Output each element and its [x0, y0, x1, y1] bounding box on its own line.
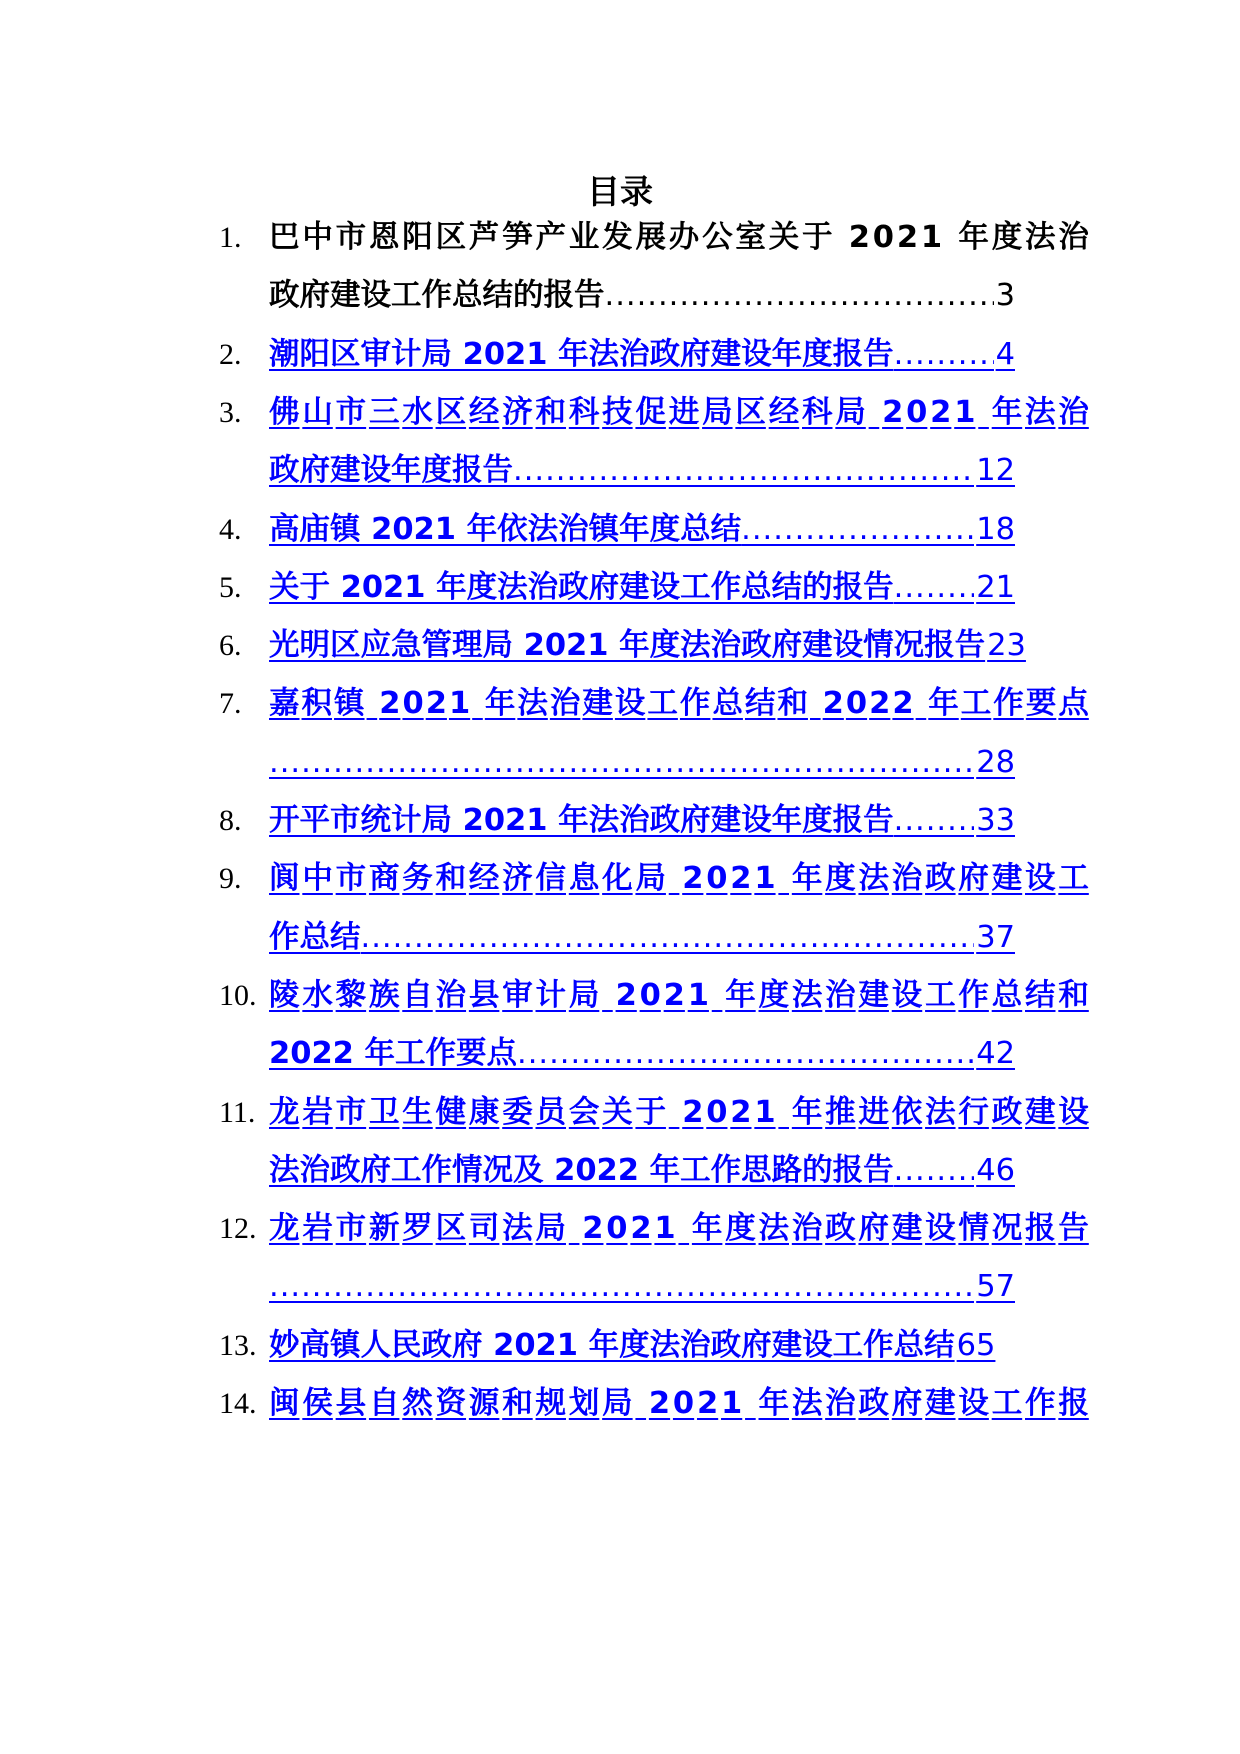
toc-entry-link[interactable]: 闽 侯 县 自 然 资 源 和 规 划 局 2 0 2 1 年 法 治 政 府 建 设 工 作 报 — [269, 1386, 1089, 1421]
dot-leader — [894, 801, 975, 841]
toc-entry-link[interactable] — [269, 918, 1015, 958]
toc-entry-number: 12. — [219, 1212, 257, 1246]
toc-page-number: 3 — [995, 278, 1015, 314]
dot-leader — [269, 1267, 974, 1307]
toc-entry-title: 妙高镇人民政府 2021 年度法治政府建设工作总结 — [269, 1327, 955, 1363]
toc-entry-link[interactable]: 嘉 积 镇 2 0 2 1 年 法 治 建 设 工 作 总 结 和 2 0 2 2 年 工 作 要 点 — [269, 686, 1089, 722]
toc-entry-title: 政府建设年度报告 — [269, 453, 513, 489]
toc-entry-link[interactable] — [269, 568, 1015, 608]
dot-leader — [894, 335, 994, 375]
toc-entry-link[interactable] — [269, 801, 1015, 841]
toc-entry-link[interactable] — [269, 1151, 1015, 1191]
toc-entry-title: 政府建设工作总结的报告 — [269, 278, 605, 314]
toc-page-number: 57 — [976, 1269, 1015, 1305]
dot-leader — [605, 276, 994, 316]
toc-page-number: 65 — [956, 1327, 996, 1363]
toc-page-number: 42 — [976, 1036, 1015, 1072]
dot-leader — [741, 510, 974, 550]
toc-page-number: 23 — [987, 628, 1026, 664]
toc-entry-link[interactable] — [269, 510, 1015, 550]
toc-entry-text — [269, 276, 1015, 316]
toc-entry-title: 2022 年工作要点 — [269, 1036, 518, 1072]
toc-entry-title: 开平市统计局 2021 年法治政府建设年度报告 — [269, 803, 894, 838]
toc-entry-number: 1. — [219, 221, 242, 254]
toc-entry-link[interactable] — [269, 626, 1029, 666]
toc-entry-number: 2. — [219, 337, 242, 371]
toc-entry-number: 3. — [219, 395, 242, 429]
toc-entry-number: 6. — [219, 629, 242, 663]
toc-entry-text: 巴 中 市 恩 阳 区 芦 笋 产 业 发 展 办 公 室 关 于 2 0 2 1 年 度 法 治 — [269, 220, 1089, 255]
toc-entry-title: 法治政府工作情况及 2022 年工作思路的报告 — [269, 1152, 894, 1188]
toc-page-number: 12 — [976, 453, 1015, 489]
toc-entry-number: 5. — [219, 570, 242, 604]
dot-leader — [361, 918, 975, 958]
toc-entry-link[interactable]: 龙 岩 市 卫 生 健 康 委 员 会 关 于 2 0 2 1 年 推 进 依 法 行 政 建 设 — [269, 1094, 1089, 1130]
toc-entry-link[interactable]: 佛 山 市 三 水 区 经 济 和 科 技 促 进 局 区 经 科 局 2 0 2 1 年 法 治 — [269, 394, 1089, 430]
toc-entry-link[interactable] — [269, 1326, 1029, 1366]
toc-entry-link[interactable]: 龙 岩 市 新 罗 区 司 法 局 2 0 2 1 年 度 法 治 政 府 建 设 情 况 报 告 — [269, 1211, 1089, 1247]
toc-entry-link[interactable]: 陵 水 黎 族 自 治 县 审 计 局 2 0 2 1 年 度 法 治 建 设 工 作 总 结 和 — [269, 977, 1089, 1013]
toc-page-number: 18 — [976, 511, 1015, 547]
toc-entry-link[interactable] — [269, 335, 1015, 375]
toc-entry-number: 11. — [219, 1095, 256, 1129]
toc-entry-title: 作总结 — [269, 919, 361, 955]
toc-entry-number: 8. — [219, 804, 242, 837]
toc-entry-number: 13. — [219, 1328, 257, 1362]
toc-title: 目录 — [587, 172, 653, 211]
toc-page-number: 33 — [976, 803, 1015, 838]
dot-leader — [894, 568, 975, 608]
toc-entry-title: 潮阳区审计局 2021 年法治政府建设年度报告 — [269, 336, 894, 372]
toc-entry-number: 7. — [219, 687, 242, 721]
toc-page-number: 37 — [976, 919, 1015, 955]
toc-page-number: 21 — [976, 569, 1015, 605]
toc-page-number: 4 — [995, 336, 1015, 372]
toc-page-number: 46 — [976, 1152, 1015, 1188]
toc-entry-title: 光明区应急管理局 2021 年度法治政府建设情况报告 — [269, 628, 986, 664]
toc-entry-title: 关于 2021 年度法治政府建设工作总结的报告 — [269, 569, 894, 605]
dot-leader — [513, 451, 974, 491]
toc-entry-link[interactable] — [269, 743, 1015, 783]
dot-leader — [269, 743, 974, 783]
toc-page-number: 28 — [976, 744, 1015, 780]
toc-entry-number: 4. — [219, 512, 242, 546]
dot-leader — [517, 1034, 974, 1074]
dot-leader — [894, 1151, 975, 1191]
toc-entry-link[interactable] — [269, 1267, 1015, 1307]
toc-entry-title: 高庙镇 2021 年依法治镇年度总结 — [269, 511, 742, 547]
toc-entry-link[interactable]: 阆 中 市 商 务 和 经 济 信 息 化 局 2 0 2 1 年 度 法 治 政 府 建 设 工 — [269, 861, 1089, 897]
toc-entry-link[interactable] — [269, 1034, 1015, 1074]
toc-entry-number: 9. — [219, 862, 242, 896]
toc-entry-number: 14. — [219, 1387, 257, 1420]
toc-entry-link[interactable] — [269, 451, 1015, 491]
toc-entry-number: 10. — [219, 978, 257, 1012]
